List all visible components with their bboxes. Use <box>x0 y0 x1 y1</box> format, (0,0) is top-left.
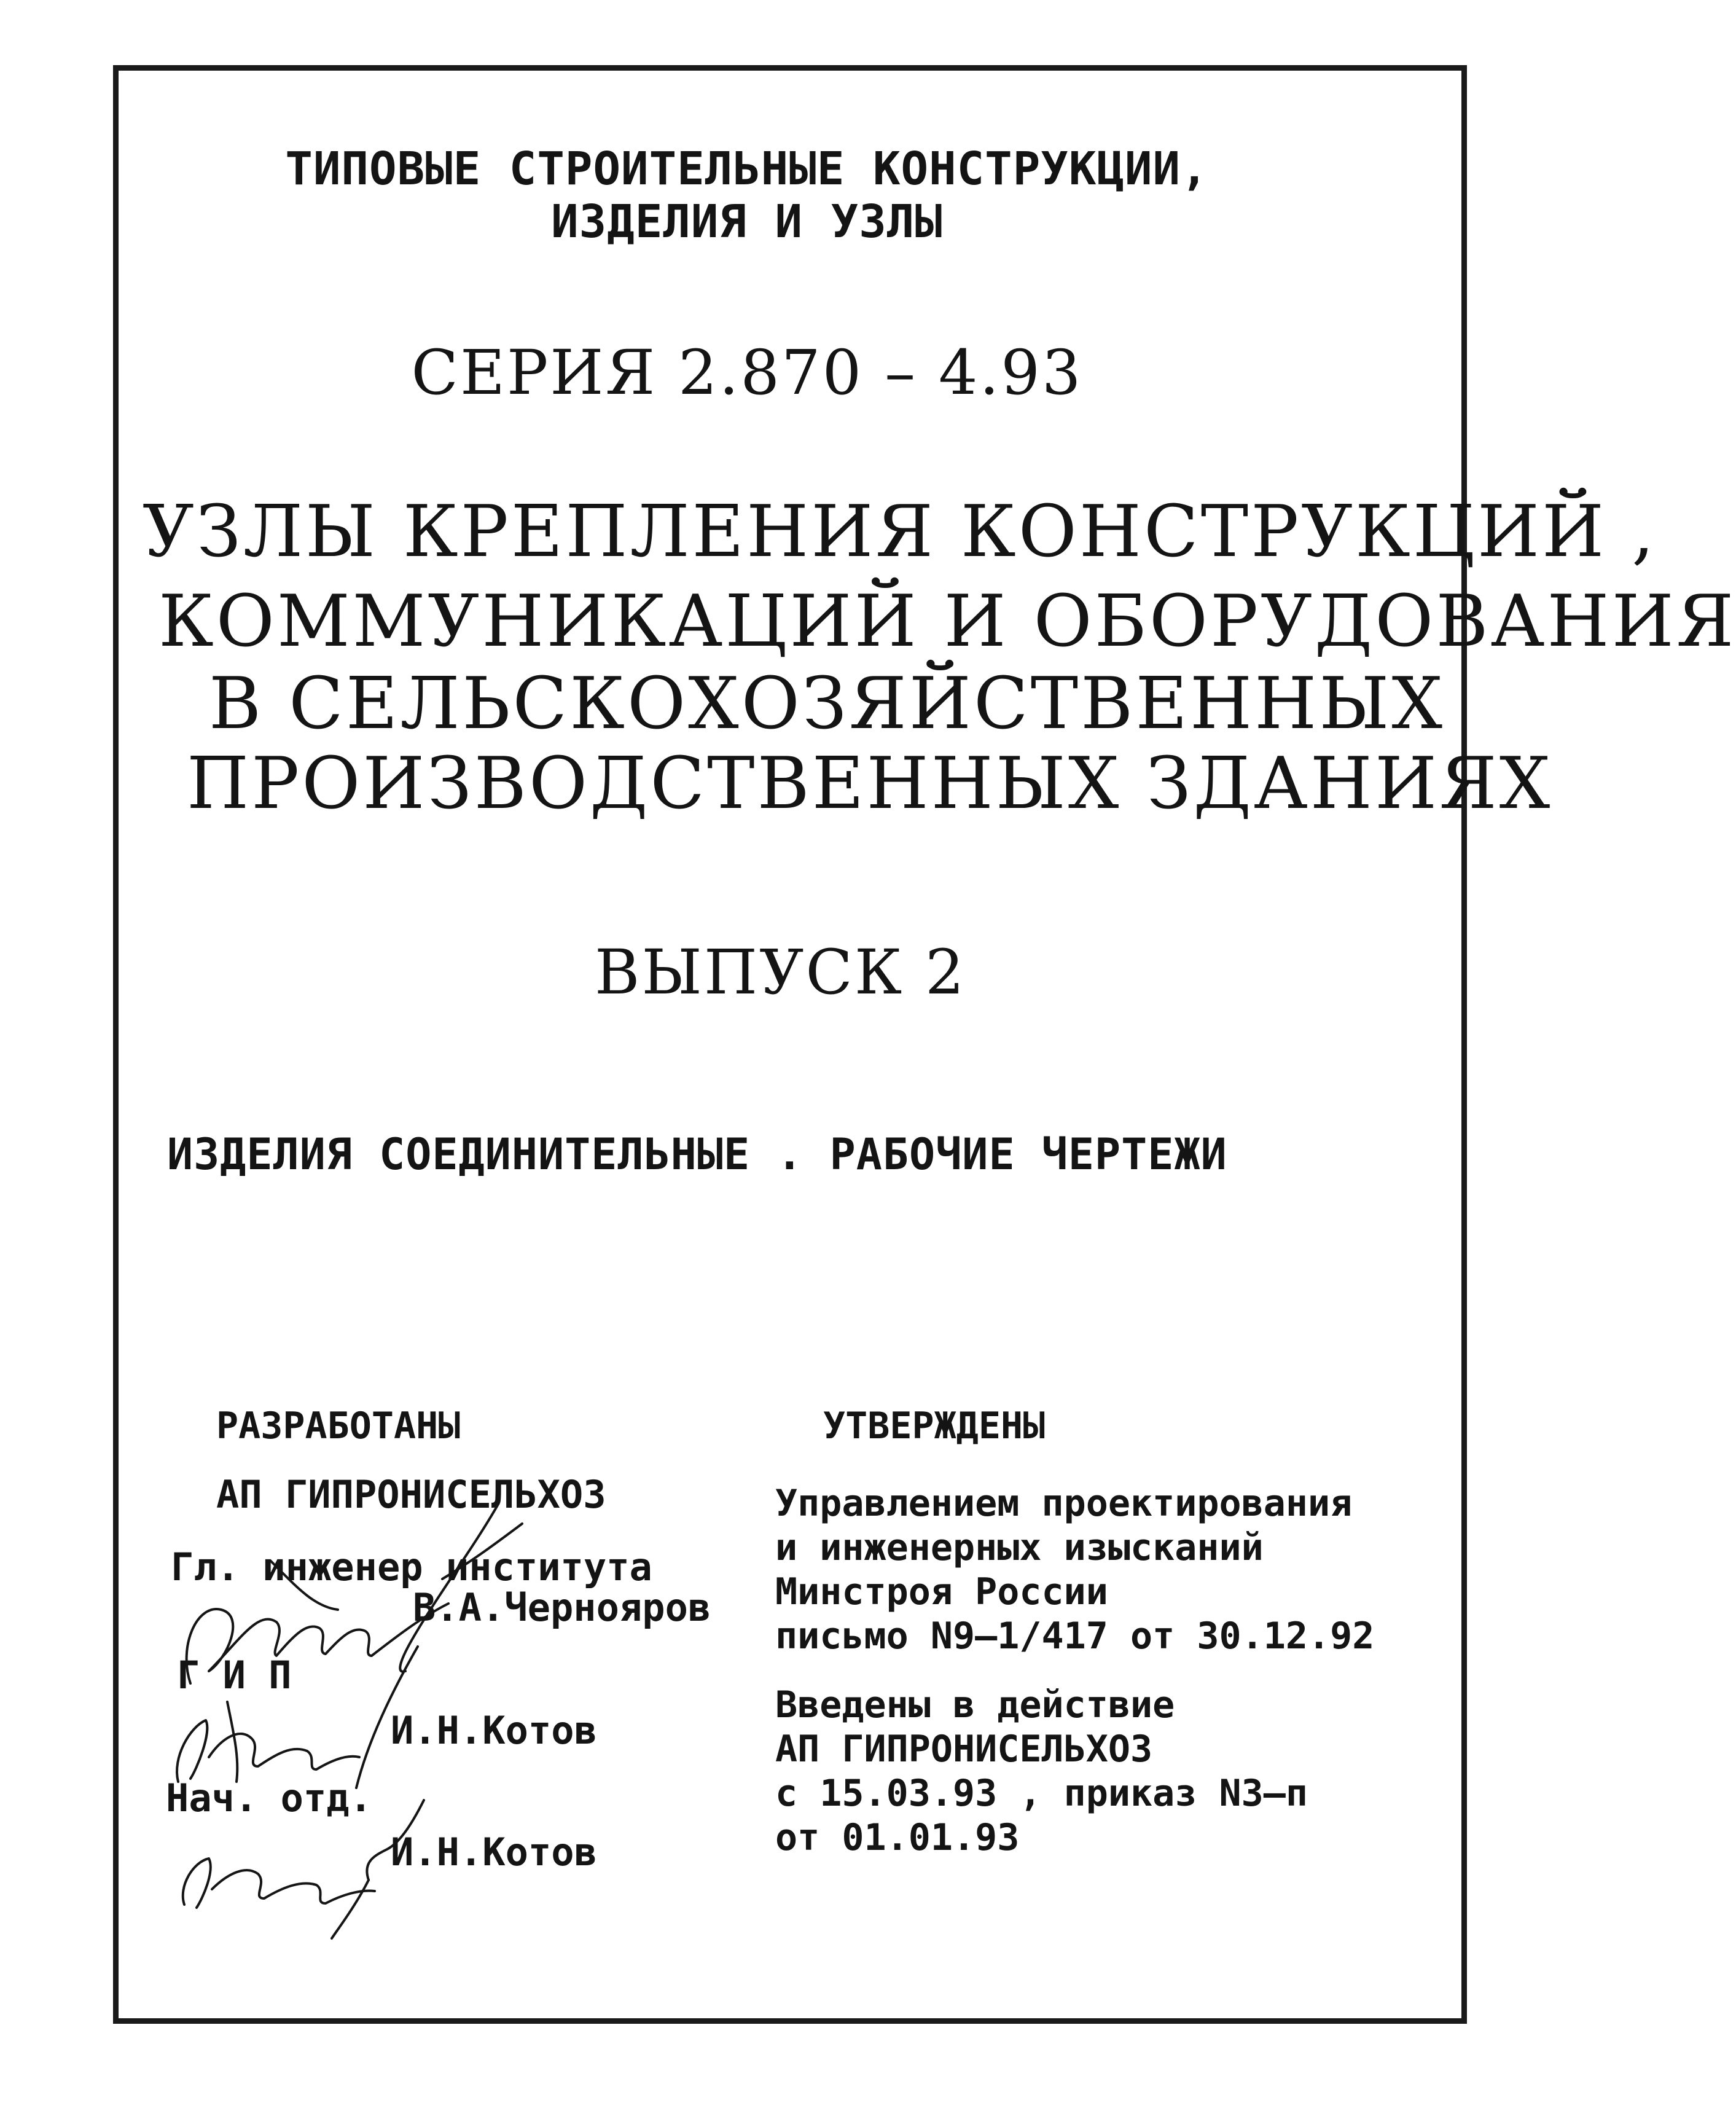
enactment-line: от 01.01.93 <box>775 1816 1020 1859</box>
approval-letter-line: письмо N9–1/417 от 30.12.92 <box>775 1615 1375 1658</box>
gip-role: Г И П <box>177 1653 292 1698</box>
enactment-line: АП ГИПРОНИСЕЛЬХОЗ <box>775 1728 1153 1771</box>
enactment-line: Введены в действие <box>775 1683 1175 1726</box>
department-head-name: И.Н.Котов <box>391 1830 597 1874</box>
document-subtitle: ИЗДЕЛИЯ СОЕДИНИТЕЛЬНЫЕ . РАБОЧИЕ ЧЕРТЕЖИ <box>167 1129 1227 1180</box>
title-line-2: КОММУНИКАЦИЙ И ОБОРУДОВАНИЯ <box>158 580 1736 663</box>
developer-organization: АП ГИПРОНИСЕЛЬХОЗ <box>216 1472 606 1517</box>
gip-name: И.Н.Котов <box>391 1708 597 1753</box>
title-line-3: В СЕЛЬСКОХОЗЯЙСТВЕННЫХ <box>209 662 1445 745</box>
enactment-line: с 15.03.93 , приказ N3–п <box>775 1772 1308 1815</box>
department-head-role: Нач. отд. <box>166 1776 372 1820</box>
chief-engineer-role: Гл. инженер института <box>171 1545 652 1589</box>
approval-line: Минстроя России <box>775 1570 1108 1613</box>
title-line-1: УЗЛЫ КРЕПЛЕНИЯ КОНСТРУКЦИЙ , <box>143 490 1657 573</box>
header-line-1: ТИПОВЫЕ СТРОИТЕЛЬНЫЕ КОНСТРУКЦИИ, <box>285 143 1209 195</box>
title-line-4: ПРОИЗВОДСТВЕННЫХ ЗДАНИЯХ <box>187 742 1553 825</box>
series-number: СЕРИЯ 2.870 – 4.93 <box>411 337 1083 409</box>
approval-line: и инженерных изысканий <box>775 1526 1264 1569</box>
header-line-2: ИЗДЕЛИЯ И УЗЛЫ <box>551 195 943 248</box>
gip-signature <box>154 1634 436 1806</box>
chief-engineer-name: В.А.Чернояров <box>413 1585 711 1630</box>
department-head-signature <box>154 1782 436 1941</box>
approved-heading: УТВЕРЖДЕНЫ <box>823 1404 1046 1447</box>
approval-line: Управлением проектирования <box>775 1482 1353 1525</box>
issue-number: ВЫПУСК 2 <box>595 936 966 1008</box>
developed-heading: РАЗРАБОТАНЫ <box>216 1404 461 1447</box>
